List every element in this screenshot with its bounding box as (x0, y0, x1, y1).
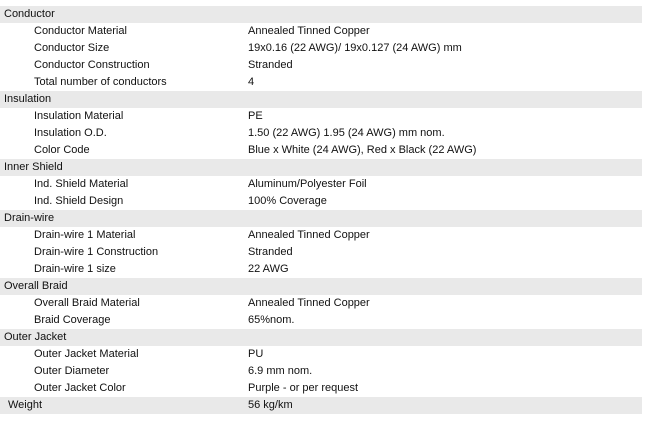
section-header-conductor (0, 6, 642, 23)
section-title: Outer Jacket (4, 331, 67, 343)
spec-label: Outer Jacket Color (34, 382, 126, 394)
spec-label: Conductor Size (34, 42, 110, 54)
spec-row (0, 193, 642, 210)
spec-row (0, 23, 642, 40)
spec-value: Annealed Tinned Copper (248, 229, 370, 241)
spec-table (0, 6, 642, 414)
spec-label: Overall Braid Material (34, 297, 140, 309)
spec-value: Aluminum/Polyester Foil (248, 178, 367, 190)
spec-row (0, 244, 642, 261)
spec-value: 6.9 mm nom. (248, 365, 313, 377)
spec-value: Purple - or per request (248, 382, 359, 394)
weight-row (0, 397, 642, 414)
spec-value: 1.50 (22 AWG) 1.95 (24 AWG) mm nom. (248, 127, 445, 139)
spec-row (0, 261, 642, 278)
section-title: Drain-wire (4, 212, 55, 224)
spec-value: Annealed Tinned Copper (248, 25, 370, 37)
spec-row (0, 57, 642, 74)
spec-value: 22 AWG (248, 263, 289, 275)
spec-label: Ind. Shield Material (34, 178, 129, 190)
section-title: Inner Shield (4, 161, 63, 173)
spec-value: Stranded (248, 59, 293, 71)
spec-label: Outer Jacket Material (34, 348, 139, 360)
spec-label: Braid Coverage (34, 314, 111, 326)
section-title: Conductor (4, 8, 55, 20)
spec-label: Drain-wire 1 size (34, 263, 116, 275)
spec-row (0, 363, 642, 380)
spec-value: PE (248, 110, 263, 122)
spec-value: Annealed Tinned Copper (248, 297, 370, 309)
spec-label: Drain-wire 1 Construction (34, 246, 159, 258)
section-title: Insulation (4, 93, 52, 105)
spec-label: Color Code (34, 144, 90, 156)
spec-row (0, 142, 642, 159)
spec-row (0, 108, 642, 125)
spec-label: Ind. Shield Design (34, 195, 124, 207)
spec-label: Drain-wire 1 Material (34, 229, 136, 241)
section-header-insulation (0, 91, 642, 108)
weight-value: 56 kg/km (248, 399, 293, 411)
section-header-drain-wire (0, 210, 642, 227)
weight-label: Weight (8, 399, 43, 411)
spec-value: 4 (248, 76, 255, 88)
spec-row (0, 380, 642, 397)
spec-value: PU (248, 348, 264, 360)
spec-row (0, 227, 642, 244)
spec-row (0, 295, 642, 312)
section-header-overall-braid (0, 278, 642, 295)
spec-label: Outer Diameter (34, 365, 110, 377)
spec-label: Insulation O.D. (34, 127, 107, 139)
section-title: Overall Braid (4, 280, 68, 292)
spec-value: 65%nom. (248, 314, 295, 326)
spec-value: Stranded (248, 246, 293, 258)
spec-value: Blue x White (24 AWG), Red x Black (22 AWG) (248, 144, 477, 156)
spec-row (0, 40, 642, 57)
spec-value: 19x0.16 (22 AWG)/ 19x0.127 (24 AWG) mm (248, 42, 462, 54)
section-header-outer-jacket (0, 329, 642, 346)
spec-label: Conductor Construction (34, 59, 150, 71)
spec-label: Insulation Material (34, 110, 124, 122)
section-header-inner-shield (0, 159, 642, 176)
spec-label: Conductor Material (34, 25, 127, 37)
spec-row (0, 312, 642, 329)
spec-row (0, 74, 642, 91)
spec-row (0, 346, 642, 363)
spec-value: 100% Coverage (248, 195, 327, 207)
spec-row (0, 125, 642, 142)
spec-row (0, 176, 642, 193)
spec-label: Total number of conductors (34, 76, 167, 88)
